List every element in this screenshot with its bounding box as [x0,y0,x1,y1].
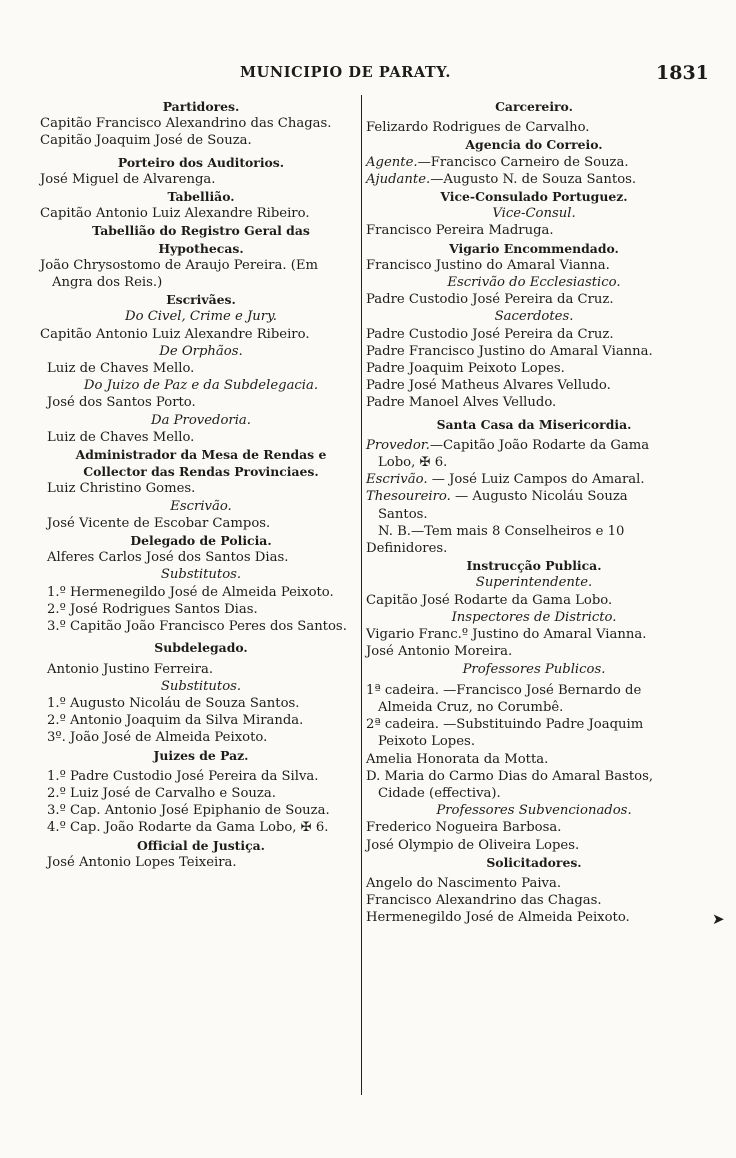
section-heading: Tabellião. [167,189,235,205]
list-item: Hermenegildo José de Almeida Peixoto. [366,910,630,926]
entry-continuation: Cidade (effectiva). [378,785,501,801]
entry [366,471,702,488]
subheading: Substitutos. [160,678,242,694]
section-heading: Porteiro dos Auditorios. [117,154,285,170]
section-heading: Partidores. [162,99,240,114]
entry: Capitão Francisco Alexandrino das Chagas. [40,116,332,132]
entry: Angra dos Reis.) [52,275,163,291]
entry: Capitão Antonio Luiz Alexandre Ribeiro. [40,326,310,342]
section-heading: Subdelegado. [154,640,248,656]
entry [366,437,702,454]
section-heading: Vice-Consulado Portuguez. [440,189,628,205]
note: N. B.—Tem mais 8 Conselheiros e 10 [378,523,625,539]
entry: João Chrysostomo de Araujo Pereira. (Em [40,257,318,273]
list-item: Padre Joaquim Peixoto Lopes. [366,361,565,377]
subheading: Da Provedoria. [151,412,251,428]
subheading: Professores Publicos. [462,661,606,677]
entry: Capitão Joaquim José de Souza. [40,133,252,149]
section-heading: Official de Justiça. [137,837,265,853]
entry: 2ª cadeira. —Substituindo Padre Joaquim [366,717,644,733]
list-item: 4.º Cap. João Rodarte da Gama Lobo, ✠ 6. [47,820,329,836]
role-label: Agente. [366,154,418,170]
list-item: 2.º Luiz José de Carvalho e Souza. [47,785,276,801]
section-heading: Agencia do Correio. [465,137,603,153]
list-item: José Olympio de Oliveira Lopes. [366,837,580,853]
subheading: Inspectores de Districto. [451,609,617,625]
section-heading: Santa Casa da Misericordia. [436,416,632,432]
role-label: Provedor. [366,437,430,453]
entry: 1ª cadeira. —Francisco José Bernardo de [366,682,642,698]
entry-name: —Capitão João Rodarte da Gama [429,437,650,453]
entry [366,171,702,188]
entry: José Miguel de Alvarenga. [40,171,216,187]
subheading: Professores Subvencionados. [436,803,632,819]
note-continuation: Definidores. [366,541,448,557]
list-item: 2.º Antonio Joaquim da Silva Miranda. [47,713,304,729]
entry: Alferes Carlos José dos Santos Dias. [47,550,289,566]
section-heading: Delegado de Policia. [130,533,272,549]
entry-name: —Francisco Carneiro de Souza. [417,154,629,170]
entry: D. Maria do Carmo Dias do Amaral Bastos, [366,768,654,784]
list-item: Padre Manoel Alves Velludo. [366,395,557,411]
entry: Padre Custodio José Pereira da Cruz. [366,292,614,308]
subheading: De Orphãos. [159,343,243,359]
page-title: MUNICIPIO DE PARATY. [240,64,452,81]
entry-continuation: Peixoto Lopes. [378,734,476,750]
entry: José Vicente de Escobar Campos. [47,515,271,531]
entry [366,488,702,505]
section-heading: Escrivães. [166,292,236,308]
role-label: Thesoureiro. [366,489,451,505]
entry-continuation: Lobo, ✠ 6. [378,455,448,471]
section-heading: Instrucção Publica. [466,558,602,574]
section-heading: Solicitadores. [486,854,582,870]
list-item: 1.º Hermenegildo José de Almeida Peixoto. [47,584,334,600]
list-item: 1.º Padre Custodio José Pereira da Silva. [47,768,319,784]
section-heading: Juizes de Paz. [153,747,249,763]
entry: Felizardo Rodrigues de Carvalho. [366,120,590,136]
role-label: Escrivão. [366,472,428,488]
entry-name: —Augusto N. de Souza Santos. [430,171,637,187]
list-item: Vigario Franc.º Justino do Amaral Vianna. [366,627,647,643]
section-heading: Collector das Rendas Provinciaes. [83,464,319,480]
section-heading: Administrador da Mesa de Rendas e [75,447,327,463]
subheading: Substitutos. [160,567,242,583]
entry-name: — Augusto Nicoláu Souza [450,489,628,505]
list-item: Padre José Matheus Alvares Velludo. [366,378,611,394]
subheading: Vice-Consul. [492,206,576,222]
entry-name: — José Luiz Campos do Amaral. [427,472,645,488]
section-heading: Vigario Encommendado. [449,240,619,256]
section-heading: Tabellião do Registro Geral das [92,223,310,239]
entry: José dos Santos Porto. [47,395,196,411]
list-item: Padre Custodio José Pereira da Cruz. [366,326,614,342]
list-item: 3º. João José de Almeida Peixoto. [47,730,268,746]
section-heading: Carcereiro. [495,99,573,114]
list-item: Frederico Nogueira Barbosa. [366,820,562,836]
subheading: Superintendente. [475,575,593,591]
entry: Amelia Honorata da Motta. [366,751,549,767]
subheading: Escrivão. [170,498,232,514]
margin-mark-icon: ➤ [712,910,725,928]
section-heading: Hypothecas. [158,240,244,256]
list-item: 1.º Augusto Nicoláu de Souza Santos. [47,695,300,711]
entry: José Antonio Lopes Teixeira. [47,854,237,870]
list-item: Padre Francisco Justino do Amaral Vianna. [366,343,653,359]
entry: Luiz de Chaves Mello. [47,429,195,445]
entry: Antonio Justino Ferreira. [47,661,214,677]
list-item: José Antonio Moreira. [366,644,513,660]
subheading: Sacerdotes. [494,309,574,325]
entry: Luiz de Chaves Mello. [47,361,195,377]
entry: Francisco Justino do Amaral Vianna. [366,257,610,273]
list-item: 3.º Capitão João Francisco Peres dos Santos. [47,619,347,635]
subheading: Do Juizo de Paz e da Subdelegacia. [83,378,319,394]
entry: Francisco Pereira Madruga. [366,223,554,239]
entry: Capitão Antonio Luiz Alexandre Ribeiro. [40,206,310,222]
list-item: 2.º José Rodrigues Santos Dias. [47,601,258,617]
subheading: Escrivão do Ecclesiastico. [447,275,621,291]
running-header [0,62,736,88]
list-item: Francisco Alexandrino das Chagas. [366,893,602,909]
entry: Capitão José Rodarte da Gama Lobo. [366,592,613,608]
page-number: 1831 [656,62,709,84]
entry: Luiz Christino Gomes. [47,481,196,497]
entry-continuation: Santos. [378,506,428,522]
list-item: Angelo do Nascimento Paiva. [366,875,562,891]
subheading: Do Civel, Crime e Jury. [125,309,277,325]
left-column [40,98,362,871]
list-item: 3.º Cap. Antonio José Epiphanio de Souza. [47,803,330,819]
right-column [366,98,702,927]
entry [366,154,702,171]
entry-continuation: Almeida Cruz, no Corumbê. [378,699,564,715]
role-label: Ajudante. [366,171,431,187]
